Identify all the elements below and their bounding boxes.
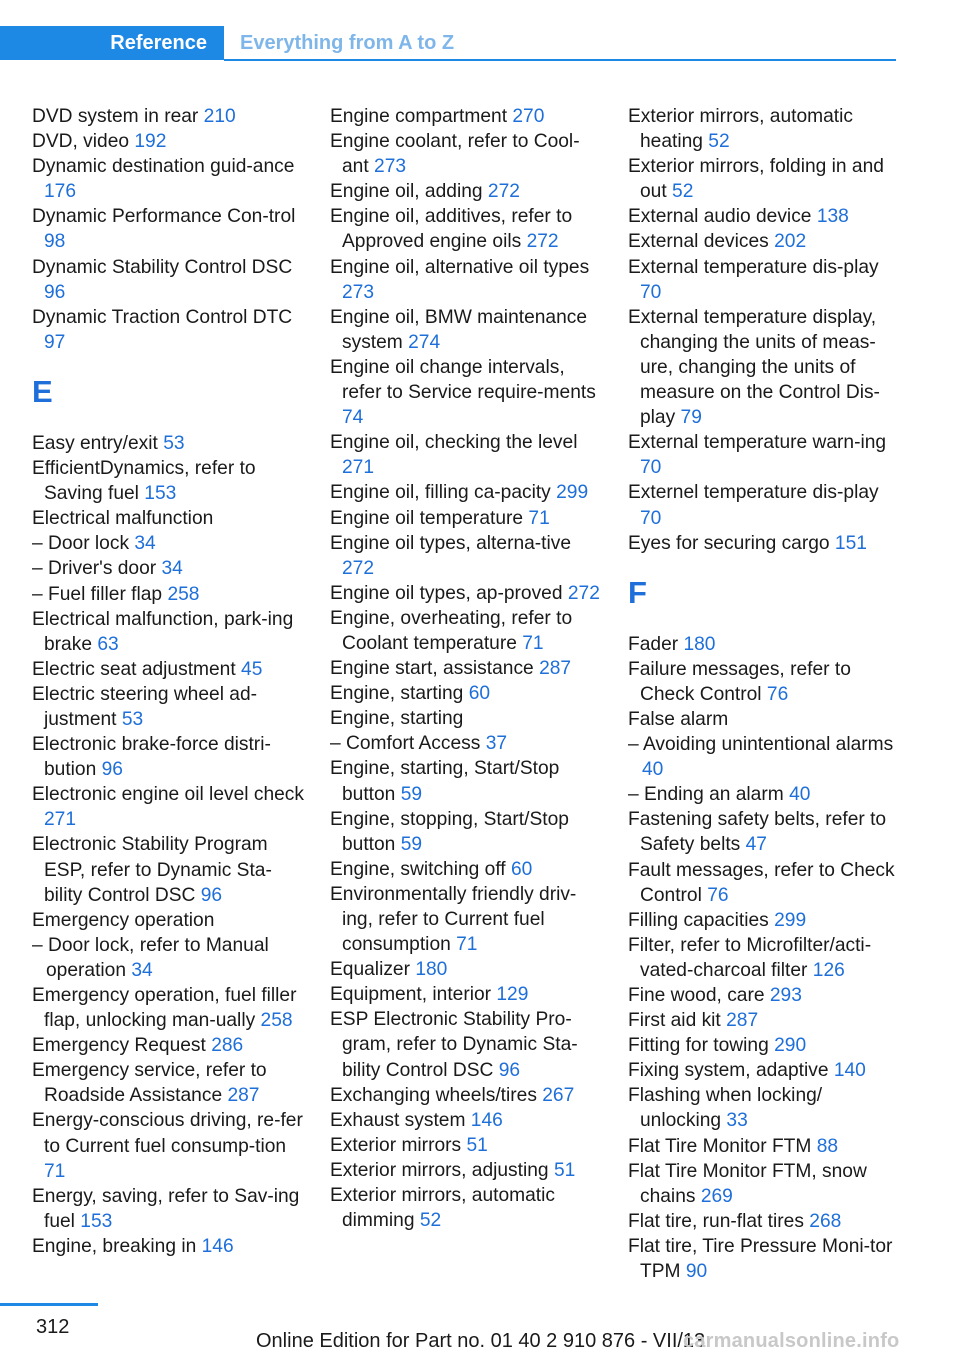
index-entry bbox=[32, 431, 307, 456]
entry-text: External devices bbox=[628, 231, 769, 253]
index-entry bbox=[32, 983, 307, 1033]
page-link[interactable]: 70 bbox=[640, 281, 662, 303]
page-link[interactable]: 51 bbox=[553, 1159, 576, 1181]
page-link[interactable]: 71 bbox=[44, 1160, 66, 1182]
entry-text: Engine oil temperature bbox=[330, 507, 524, 529]
entry-text: Dynamic destination guid-ance bbox=[32, 156, 295, 178]
page-link[interactable]: 40 bbox=[642, 759, 664, 781]
entry-text: Exhaust system bbox=[330, 1109, 466, 1131]
page-link[interactable]: 287 bbox=[227, 1085, 260, 1107]
tab-reference[interactable] bbox=[0, 26, 224, 60]
entry-text: Fastening safety belts, refer to Safety belts bbox=[628, 809, 887, 856]
index-entry bbox=[32, 154, 307, 204]
index-entry bbox=[628, 255, 903, 305]
index-entry bbox=[32, 204, 307, 254]
entry-text: Electronic brake-force distri-bution bbox=[32, 734, 271, 781]
page-link[interactable]: 273 bbox=[342, 281, 375, 303]
page-link[interactable]: 34 bbox=[134, 533, 156, 555]
page-link[interactable]: 267 bbox=[542, 1084, 575, 1106]
entry-text: Electric steering wheel ad-justment bbox=[32, 683, 258, 730]
index-entry bbox=[32, 607, 307, 657]
page-link[interactable]: 70 bbox=[640, 507, 662, 529]
page-link[interactable]: 202 bbox=[774, 231, 807, 253]
entry-text: Engine start, assistance bbox=[330, 658, 534, 680]
index-entry bbox=[32, 255, 307, 305]
page-link[interactable]: 138 bbox=[816, 206, 849, 228]
index-entry bbox=[628, 908, 903, 933]
page-link[interactable]: 53 bbox=[121, 708, 144, 730]
page-link[interactable]: 299 bbox=[774, 909, 807, 931]
page-link[interactable]: 59 bbox=[400, 833, 423, 855]
page-link[interactable]: 90 bbox=[685, 1261, 708, 1283]
page-link[interactable]: 180 bbox=[683, 633, 716, 655]
page-link[interactable]: 52 bbox=[672, 181, 694, 203]
page-link[interactable]: 96 bbox=[44, 281, 66, 303]
entry-text: DVD, video bbox=[32, 131, 130, 153]
entry-text: Electrical malfunction bbox=[32, 508, 214, 530]
index-entry bbox=[32, 657, 307, 682]
entry-text: Energy-conscious driving, re-fer to Current fuel consump-tion bbox=[32, 1110, 303, 1157]
entry-text: Equalizer bbox=[330, 959, 410, 981]
index-subentry bbox=[628, 782, 903, 807]
index-entry bbox=[32, 1184, 307, 1234]
page-link[interactable]: 76 bbox=[766, 683, 789, 705]
page-link[interactable]: 70 bbox=[640, 457, 662, 479]
index-entry bbox=[32, 732, 307, 782]
page-link[interactable]: 192 bbox=[134, 131, 167, 153]
index-entry bbox=[330, 204, 605, 254]
entry-text: Engine, stopping, Start/Stop button bbox=[330, 808, 569, 855]
index-entry bbox=[32, 682, 307, 732]
entry-text: Exterior mirrors, automatic heating bbox=[628, 106, 853, 153]
entry-text: Flat tire, Tire Pressure Moni-tor TPM bbox=[628, 1235, 893, 1283]
index-entry bbox=[628, 632, 903, 657]
page-link[interactable]: 74 bbox=[342, 407, 364, 429]
index-entry bbox=[330, 1083, 605, 1108]
entry-text: DVD system in rear bbox=[32, 106, 199, 127]
page-link[interactable]: 79 bbox=[680, 407, 702, 429]
index-entry bbox=[628, 1058, 903, 1083]
entry-text: Engine, breaking in bbox=[32, 1235, 197, 1257]
index-subentry bbox=[32, 933, 307, 983]
index-entry bbox=[330, 1133, 605, 1158]
entry-text: Emergency service, refer to Roadside Assistance bbox=[32, 1060, 267, 1107]
index-entry bbox=[330, 129, 605, 179]
section-letter: F bbox=[628, 574, 647, 610]
index-entry bbox=[628, 1234, 903, 1284]
entry-text: – Door lock, refer to Manual operation bbox=[32, 934, 269, 981]
entry-text: External temperature warn-ing bbox=[628, 432, 887, 454]
page-link[interactable]: 34 bbox=[131, 959, 153, 981]
page-link[interactable]: 269 bbox=[700, 1185, 733, 1207]
index-entry bbox=[628, 531, 903, 556]
index-entry bbox=[330, 882, 605, 957]
entry-text: Exterior mirrors, adjusting bbox=[330, 1159, 549, 1181]
index-entry bbox=[628, 807, 903, 857]
index-subentry bbox=[628, 732, 903, 782]
page-link[interactable]: 129 bbox=[496, 984, 529, 1006]
index-subentry bbox=[330, 731, 605, 756]
page-link[interactable]: 290 bbox=[774, 1035, 807, 1057]
entry-text: Dynamic Stability Control DSC bbox=[32, 256, 293, 278]
entry-text: EfficientDynamics, refer to Saving fuel bbox=[32, 458, 256, 505]
page-link[interactable]: 299 bbox=[556, 482, 589, 504]
entry-text: Fixing system, adaptive bbox=[628, 1060, 829, 1082]
index-entry bbox=[628, 1209, 903, 1234]
page-link[interactable]: 40 bbox=[789, 784, 811, 806]
index-subentry bbox=[32, 531, 307, 556]
index-entry bbox=[330, 807, 605, 857]
index-entry bbox=[330, 706, 605, 731]
page-link[interactable]: 271 bbox=[342, 457, 375, 479]
entry-text: Fine wood, care bbox=[628, 985, 765, 1006]
header-divider bbox=[224, 59, 896, 61]
page-link[interactable]: 33 bbox=[726, 1110, 748, 1132]
page-link[interactable]: 60 bbox=[468, 683, 491, 705]
entry-text: Electrical malfunction, park-ing brake bbox=[32, 608, 294, 655]
entry-text: Fader bbox=[628, 633, 679, 655]
index-entry bbox=[32, 506, 307, 531]
page-link[interactable]: 176 bbox=[44, 181, 77, 203]
page-link[interactable]: 52 bbox=[419, 1210, 442, 1232]
index-entry bbox=[628, 1033, 903, 1058]
page-link[interactable]: 71 bbox=[456, 934, 478, 956]
page-link[interactable]: 88 bbox=[816, 1135, 839, 1157]
index-entry bbox=[32, 305, 307, 355]
entry-text: Externel temperature dis-play bbox=[628, 482, 879, 504]
entry-text: External temperature dis-play bbox=[628, 256, 879, 278]
entry-text: Flat Tire Monitor FTM bbox=[628, 1135, 812, 1157]
index-entry bbox=[32, 1234, 307, 1259]
index-entry bbox=[330, 305, 605, 355]
page-link[interactable]: 53 bbox=[163, 432, 185, 454]
entry-text: Equipment, interior bbox=[330, 984, 492, 1006]
index-entry bbox=[330, 756, 605, 806]
entry-text: Electric seat adjustment bbox=[32, 658, 236, 680]
page-link[interactable]: 180 bbox=[415, 959, 448, 981]
page-link[interactable]: 274 bbox=[408, 331, 441, 353]
index-entry bbox=[628, 933, 903, 983]
page-link[interactable]: 52 bbox=[708, 131, 730, 153]
index-entry bbox=[32, 456, 307, 506]
page-link[interactable]: 98 bbox=[44, 231, 66, 253]
entry-text: Dynamic Performance Con-trol bbox=[32, 206, 296, 228]
index-entry bbox=[330, 480, 605, 505]
index-entry bbox=[628, 154, 903, 204]
index-entry bbox=[32, 104, 307, 129]
page-link[interactable]: 272 bbox=[567, 582, 600, 604]
entry-text: Engine oil change intervals, refer to Service require-ments bbox=[330, 356, 596, 404]
entry-text: – Door lock bbox=[32, 533, 130, 555]
page-number: 312 bbox=[36, 1316, 70, 1338]
page-link[interactable]: 97 bbox=[44, 331, 66, 353]
index-entry bbox=[32, 1058, 307, 1108]
page-link[interactable]: 146 bbox=[201, 1235, 234, 1257]
page-number-rule bbox=[0, 1303, 98, 1306]
entry-text: Exterior mirrors, folding in and out bbox=[628, 156, 884, 203]
index-entry bbox=[330, 1007, 605, 1082]
index-entry bbox=[628, 657, 903, 707]
header-bar bbox=[0, 26, 896, 62]
index-entry bbox=[628, 305, 903, 430]
entry-text: – Fuel filler flap bbox=[32, 583, 163, 605]
index-entry bbox=[330, 656, 605, 681]
index-entry bbox=[330, 681, 605, 706]
entry-text: Eyes for securing cargo bbox=[628, 532, 830, 554]
index-entry bbox=[330, 606, 605, 656]
entry-text: – Driver's door bbox=[32, 558, 157, 580]
page-link[interactable]: 96 bbox=[101, 759, 123, 781]
entry-text: – Avoiding unintentional alarms bbox=[628, 734, 894, 756]
page-link[interactable]: 287 bbox=[539, 658, 572, 680]
index-entry bbox=[330, 430, 605, 480]
entry-text: Filter, refer to Microfilter/acti-vated-charcoal filter bbox=[628, 934, 872, 981]
index-entry bbox=[32, 129, 307, 154]
page-link[interactable]: 270 bbox=[512, 106, 545, 127]
entry-text: Electronic engine oil level check bbox=[32, 784, 304, 806]
entry-text: Fault messages, refer to Check Control bbox=[628, 859, 895, 906]
index-entry bbox=[330, 355, 605, 430]
index-entry bbox=[330, 957, 605, 982]
entry-text: Filling capacities bbox=[628, 909, 769, 931]
index-entry bbox=[32, 832, 307, 907]
entry-text: Exterior mirrors, automatic dimming bbox=[330, 1185, 555, 1232]
page-link[interactable]: 47 bbox=[745, 834, 767, 856]
index-entry bbox=[628, 430, 903, 480]
page-link[interactable]: 96 bbox=[498, 1059, 521, 1081]
page-link[interactable]: 258 bbox=[260, 1010, 293, 1032]
page-link[interactable]: 76 bbox=[707, 884, 729, 906]
entry-text: Exterior mirrors bbox=[330, 1134, 462, 1156]
page-link[interactable]: 146 bbox=[470, 1109, 503, 1131]
index-entry bbox=[628, 1134, 903, 1159]
index-entry bbox=[330, 104, 605, 129]
entry-text: External audio device bbox=[628, 206, 812, 228]
index-entry bbox=[628, 1008, 903, 1033]
index-subentry bbox=[32, 582, 307, 607]
entry-text: Flashing when locking/ unlocking bbox=[628, 1085, 823, 1132]
index-entry bbox=[32, 782, 307, 832]
index-subentry bbox=[32, 556, 307, 581]
index-column-2 bbox=[330, 104, 605, 1233]
entry-text: Exchanging wheels/tires bbox=[330, 1084, 537, 1106]
page-link[interactable]: 60 bbox=[510, 858, 533, 880]
page-link[interactable]: 153 bbox=[80, 1210, 113, 1232]
page-link[interactable]: 71 bbox=[528, 507, 550, 529]
index-entry bbox=[32, 908, 307, 933]
page-link[interactable]: 51 bbox=[466, 1134, 488, 1156]
page-link[interactable]: 153 bbox=[144, 483, 177, 505]
index-entry bbox=[330, 1108, 605, 1133]
page-link[interactable]: 59 bbox=[400, 783, 423, 805]
entry-text: Engine oil, additives, refer to Approved engine oils bbox=[330, 206, 573, 253]
index-entry bbox=[628, 858, 903, 908]
index-entry bbox=[628, 707, 903, 732]
tab-reference-label: Reference bbox=[110, 31, 207, 54]
watermark: carmanualsonline.info bbox=[683, 1330, 900, 1352]
index-entry bbox=[628, 104, 903, 154]
index-entry bbox=[330, 1183, 605, 1233]
index-entry bbox=[330, 1158, 605, 1183]
entry-text: Engine compartment bbox=[330, 106, 508, 127]
entry-text: Failure messages, refer to Check Control bbox=[628, 658, 851, 705]
entry-text: Electronic Stability Program ESP, refer to Dynamic Sta-bility Control DSC bbox=[32, 834, 272, 906]
index-entry bbox=[628, 983, 903, 1008]
entry-text: Engine, overheating, refer to Coolant temperature bbox=[330, 607, 573, 654]
page-link[interactable]: 287 bbox=[726, 1010, 759, 1032]
index-column-1 bbox=[32, 104, 307, 1259]
entry-text: Engine oil, filling ca-pacity bbox=[330, 482, 551, 504]
entry-text: Engine oil types, ap-proved bbox=[330, 582, 563, 604]
entry-text: Engine, starting, Start/Stop button bbox=[330, 758, 560, 805]
page-link[interactable]: 273 bbox=[374, 156, 407, 178]
index-column-3 bbox=[628, 104, 903, 1284]
index-entry bbox=[330, 179, 605, 204]
index-entry bbox=[32, 1108, 307, 1183]
page-link[interactable]: 271 bbox=[44, 809, 77, 831]
entry-text: False alarm bbox=[628, 708, 729, 730]
index-entry bbox=[32, 1033, 307, 1058]
entry-text: Engine oil, checking the level bbox=[330, 432, 578, 454]
page-link[interactable]: 272 bbox=[526, 231, 559, 253]
page-link[interactable]: 272 bbox=[487, 181, 520, 203]
page-link[interactable]: 293 bbox=[769, 985, 802, 1006]
page-link[interactable]: 272 bbox=[342, 557, 375, 579]
index-entry bbox=[628, 480, 903, 530]
tab-section-title[interactable]: Everything from A to Z bbox=[240, 31, 455, 54]
entry-text: Energy, saving, refer to Sav-ing fuel bbox=[32, 1185, 300, 1232]
index-entry bbox=[330, 531, 605, 581]
entry-text: First aid kit bbox=[628, 1010, 721, 1032]
entry-text: Engine, switching off bbox=[330, 858, 506, 880]
entry-text: Engine oil, BMW maintenance system bbox=[330, 306, 588, 353]
entry-text: Dynamic Traction Control DTC bbox=[32, 306, 293, 328]
page-link[interactable]: 258 bbox=[167, 583, 200, 605]
index-entry bbox=[330, 506, 605, 531]
entry-text: ESP Electronic Stability Pro-gram, refer to Dynamic Sta-bility Control DSC bbox=[330, 1009, 578, 1081]
entry-text: Engine oil, alternative oil types bbox=[330, 256, 590, 278]
page-link[interactable]: 126 bbox=[812, 959, 845, 981]
page-link[interactable]: 45 bbox=[241, 658, 263, 680]
page-link[interactable]: 210 bbox=[203, 106, 236, 127]
entry-text: Engine oil, adding bbox=[330, 181, 483, 203]
entry-text: Engine oil types, alterna-tive bbox=[330, 532, 572, 554]
page-link[interactable]: 140 bbox=[833, 1060, 866, 1082]
index-entry bbox=[330, 982, 605, 1007]
entry-text: Easy entry/exit bbox=[32, 432, 158, 454]
page-link[interactable]: 268 bbox=[809, 1210, 842, 1232]
index-entry bbox=[628, 229, 903, 254]
entry-text: Environmentally friendly driv-ing, refer to Current fuel consumption bbox=[330, 883, 577, 956]
index-entry bbox=[330, 255, 605, 305]
entry-text: – Comfort Access bbox=[330, 733, 481, 755]
edition-footer: Online Edition for Part no. 01 40 2 910 876 - VII/13 bbox=[256, 1330, 706, 1352]
entry-text: Flat tire, run-flat tires bbox=[628, 1210, 804, 1232]
page-link[interactable]: 63 bbox=[97, 633, 119, 655]
index-entry bbox=[628, 204, 903, 229]
entry-text: Engine, starting bbox=[330, 683, 464, 705]
section-letter: E bbox=[32, 373, 53, 409]
page-link[interactable]: 34 bbox=[161, 558, 183, 580]
page-link[interactable]: 71 bbox=[522, 632, 544, 654]
page-link[interactable]: 286 bbox=[211, 1035, 244, 1057]
entry-text: – Ending an alarm bbox=[628, 784, 784, 806]
index-entry bbox=[628, 1083, 903, 1133]
entry-text: Engine coolant, refer to Cool-ant bbox=[330, 131, 580, 178]
page-link[interactable]: 96 bbox=[200, 884, 223, 906]
entry-text: Emergency Request bbox=[32, 1035, 206, 1057]
entry-text: Fitting for towing bbox=[628, 1035, 769, 1057]
page-link[interactable]: 37 bbox=[485, 733, 508, 755]
entry-text: Emergency operation bbox=[32, 909, 215, 931]
entry-text: Flat Tire Monitor FTM, snow chains bbox=[628, 1160, 867, 1207]
index-entry bbox=[628, 1159, 903, 1209]
page-link[interactable]: 151 bbox=[834, 532, 867, 554]
entry-text: External temperature display, changing the units of meas-ure, changing the units of measure on the Control Dis-play bbox=[628, 306, 880, 429]
index-entry bbox=[330, 857, 605, 882]
entry-text: Engine, starting bbox=[330, 708, 464, 730]
index-entry bbox=[330, 581, 605, 606]
entry-text: Emergency operation, fuel filler flap, unlocking man-ually bbox=[32, 985, 297, 1032]
